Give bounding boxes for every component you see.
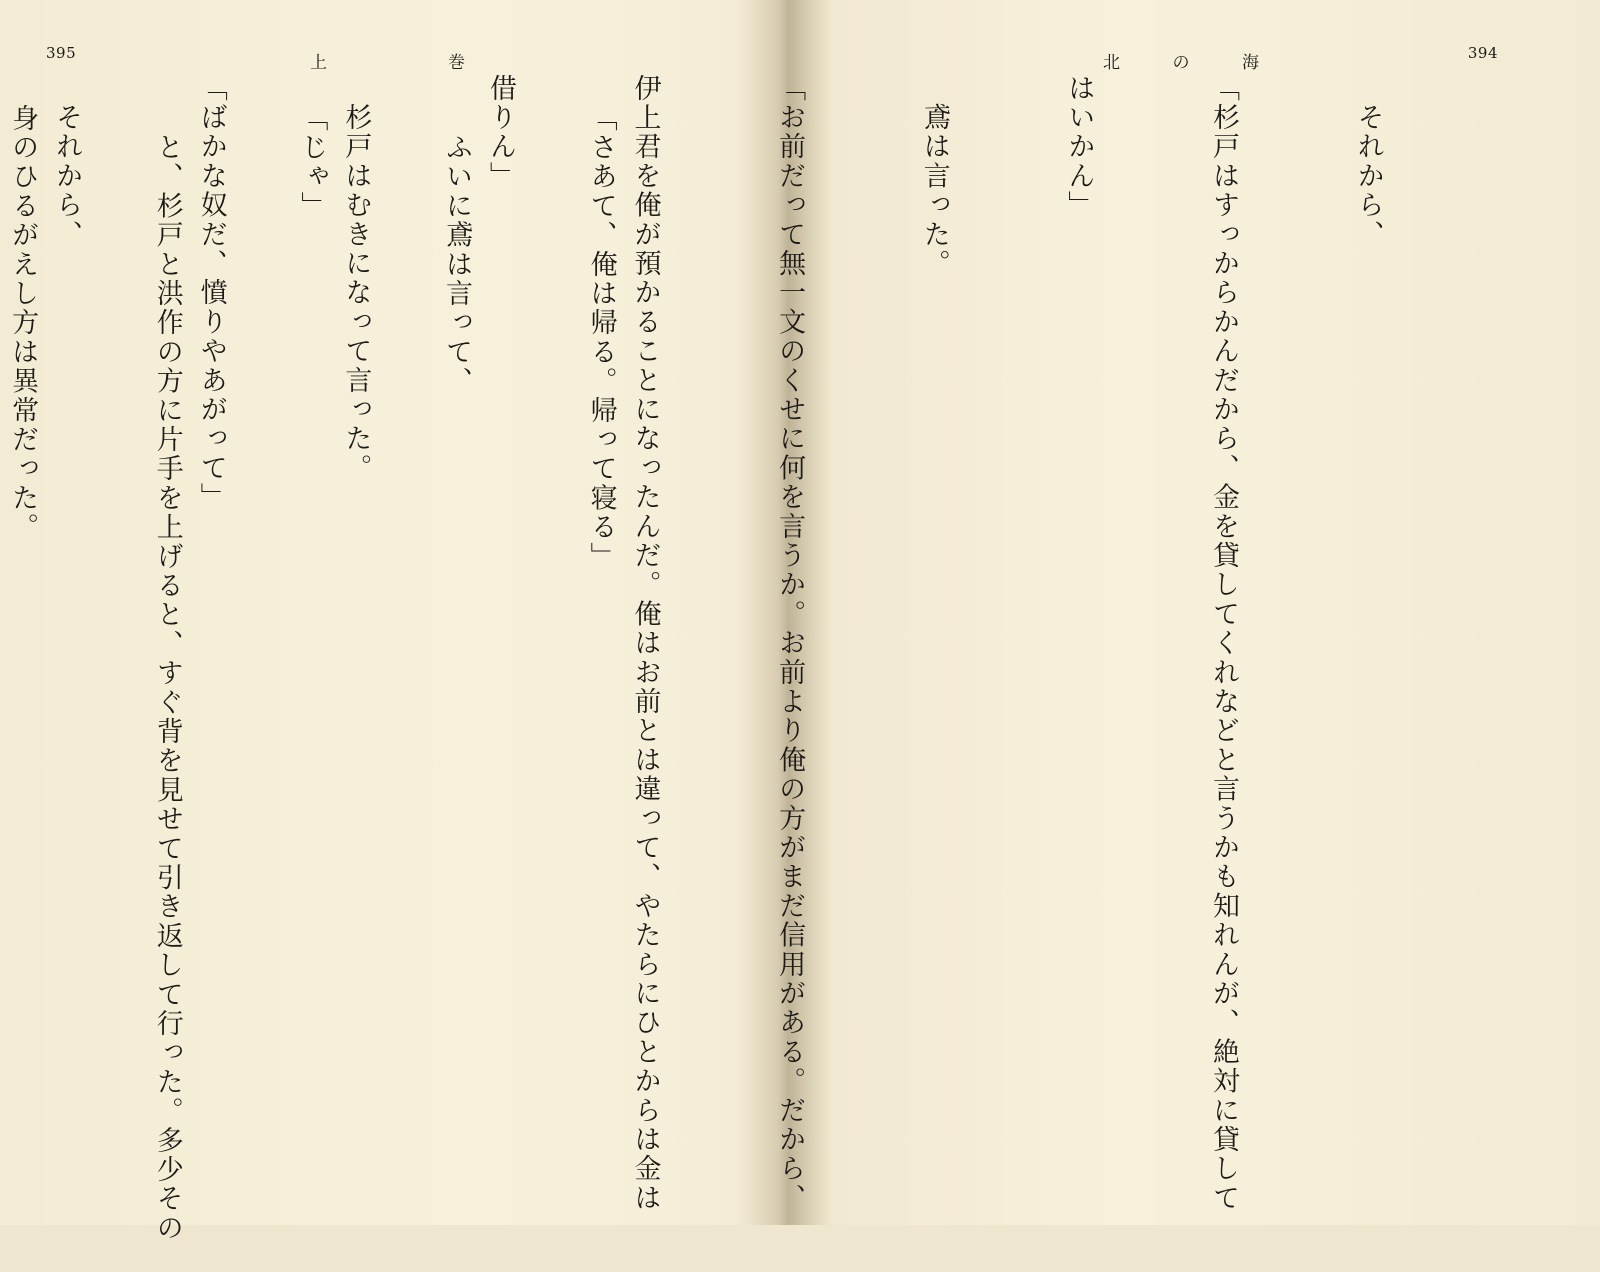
page-number: 394 <box>1467 44 1498 62</box>
text-line: はいかん」 <box>1063 74 1095 220</box>
text-line: 「じゃ」 <box>296 104 328 221</box>
text-line: 鳶は言った。 <box>918 74 950 279</box>
body-text <box>7 104 721 1244</box>
text-line: 「お前だって無一文のくせに何を言うか。お前より俺の方がまだ信用がある。だから、 <box>774 74 806 1213</box>
running-head-char: 北 <box>1103 53 1120 73</box>
text-line: 「ばかな奴だ、憤りやあがって」 <box>195 74 227 512</box>
left-page <box>0 0 785 1243</box>
text-line: と、杉戸と洪作の方に片手を上げると、すぐ背を見せて引き返して行った。多少その <box>151 104 183 1243</box>
text-line: 借りん」 <box>484 74 516 191</box>
page-number: 395 <box>46 44 77 62</box>
running-head-char: の <box>1172 53 1190 73</box>
text-line: 杉戸はむきになって言った。 <box>340 74 372 483</box>
text-line: 身のひるがえし方は異常だった。 <box>7 104 39 542</box>
text-line: 「さあて、俺は帰る。帰って寝る」 <box>585 104 617 572</box>
running-head-char: 上 <box>310 53 327 73</box>
text-line: 伊上君を俺が預かることになったんだ。俺はお前とは違って、やたらにひとからは金は <box>629 74 661 1213</box>
text-line: 「杉戸はすっからかんだから、金を貸してくれなどと言うかも知れんが、絶対に貸して <box>1207 74 1239 1213</box>
running-head <box>1103 48 1259 73</box>
text-line: それから、 <box>1352 74 1384 250</box>
running-head <box>310 48 465 73</box>
text-line: それから、 <box>51 74 83 250</box>
running-head-char: 巻 <box>448 53 465 73</box>
running-head-char: 海 <box>1242 53 1259 73</box>
text-line: ふいに鳶は言って、 <box>440 104 472 396</box>
